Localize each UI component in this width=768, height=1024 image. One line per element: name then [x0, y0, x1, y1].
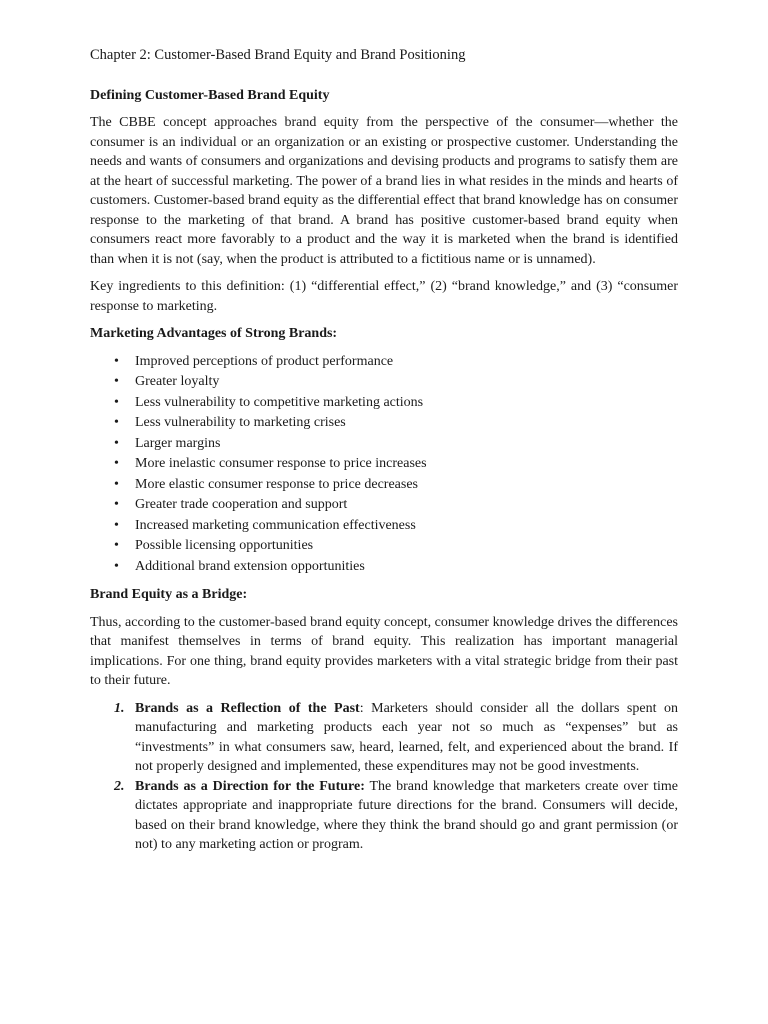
bridge-numbered-list: [90, 699, 678, 855]
section-heading-brand-equity-bridge: Brand Equity as a Bridge:: [90, 587, 248, 602]
bullet-icon: •: [114, 517, 119, 533]
bullet-icon: •: [114, 435, 119, 451]
item-lead: Brands as a Direction for the Future:: [135, 778, 365, 794]
item-text: : Marketers should consider all the dollars spent on manufacturing and marketing products each year not so much as “expenses” but as “investments” in what consumers saw, heard, learned, felt, and experienced about the brand. If not properly designed and implemented, these expenditures may not be good investments.: [135, 700, 678, 774]
list-item: [114, 372, 678, 393]
list-item-text: More inelastic consumer response to price increases: [135, 456, 427, 471]
section-heading-marketing-advantages: Marketing Advantages of Strong Brands:: [90, 326, 338, 341]
bullet-icon: •: [114, 558, 119, 574]
bullet-icon: •: [114, 394, 119, 410]
list-item-text: Greater loyalty: [135, 374, 220, 389]
list-item-text: Improved perceptions of product performance: [135, 353, 394, 369]
list-item: [114, 536, 678, 557]
list-item: [114, 516, 678, 537]
bullet-icon: •: [114, 353, 119, 369]
list-item-text: Greater trade cooperation and support: [135, 497, 348, 512]
list-item-text: Increased marketing communication effectiveness: [135, 517, 416, 533]
item-number: 1.: [114, 700, 125, 716]
bullet-icon: •: [114, 456, 119, 471]
bullet-icon: •: [114, 476, 119, 492]
bullet-icon: •: [114, 374, 119, 389]
list-item: [114, 434, 678, 455]
list-item: [114, 557, 678, 578]
list-item: [114, 413, 678, 434]
item-text: The brand knowledge that marketers create over time dictates appropriate and inappropriate future directions for the brand. Consumers will decide, based on their brand knowledge, where they think the brand should go and grant permission (or not) to any marketing action or program.: [135, 778, 678, 852]
item-lead: Brands as a Reflection of the Past: [135, 700, 360, 716]
list-item: [114, 352, 678, 373]
list-item-text: More elastic consumer response to price decreases: [135, 476, 418, 492]
paragraph-cbbe-concept: The CBBE concept approaches brand equity from the perspective of the consumer—whether the consumer is an individual or an organization or an existing or prospective customer. Understanding the needs and wants of consumers and organizations and devising products and programs to satisfy them are at the heart of successful marketing. The power of a brand lies in what resides in the minds and hearts of customers. Customer-based brand equity as the differential effect that brand knowledge has on consumer response to the marketing of that brand. A brand has positive customer-based brand equity when consumers react more favorably to a product and the way it is marketed when the brand is identified than when it is not (say, when the product is attributed to a fictitious name or is unnamed).: [90, 115, 678, 267]
bullet-icon: •: [114, 538, 119, 553]
advantages-list: [90, 352, 678, 578]
paragraph-key-ingredients: Key ingredients to this definition: (1) “differential effect,” (2) “brand knowledge,” and (3) “consumer response to marketing.: [90, 279, 678, 314]
list-item-text: Less vulnerability to marketing crises: [135, 415, 346, 430]
paragraph-bridge: Thus, according to the customer-based brand equity concept, consumer knowledge drives the differences that manifest themselves in terms of brand equity. This realization has important managerial implications. For one thing, brand equity provides marketers with a vital strategic bridge from their past to their future.: [90, 614, 678, 688]
list-item: [114, 393, 678, 414]
list-item-text: Less vulnerability to competitive marketing actions: [135, 394, 424, 410]
list-item: [114, 454, 678, 475]
list-item-text: Possible licensing opportunities: [135, 538, 314, 553]
chapter-title: Chapter 2: Customer-Based Brand Equity and Brand Positioning: [90, 47, 466, 63]
list-item: [114, 475, 678, 496]
list-item-text: Additional brand extension opportunities: [135, 558, 365, 574]
bullet-icon: •: [114, 415, 119, 430]
list-item: [114, 495, 678, 516]
list-item-text: Larger margins: [135, 435, 221, 451]
numbered-item: [114, 699, 678, 777]
item-number: 2.: [114, 778, 125, 794]
section-heading-defining-cbbe: Defining Customer-Based Brand Equity: [90, 87, 330, 103]
bullet-icon: •: [114, 497, 119, 512]
numbered-item: [114, 777, 678, 855]
